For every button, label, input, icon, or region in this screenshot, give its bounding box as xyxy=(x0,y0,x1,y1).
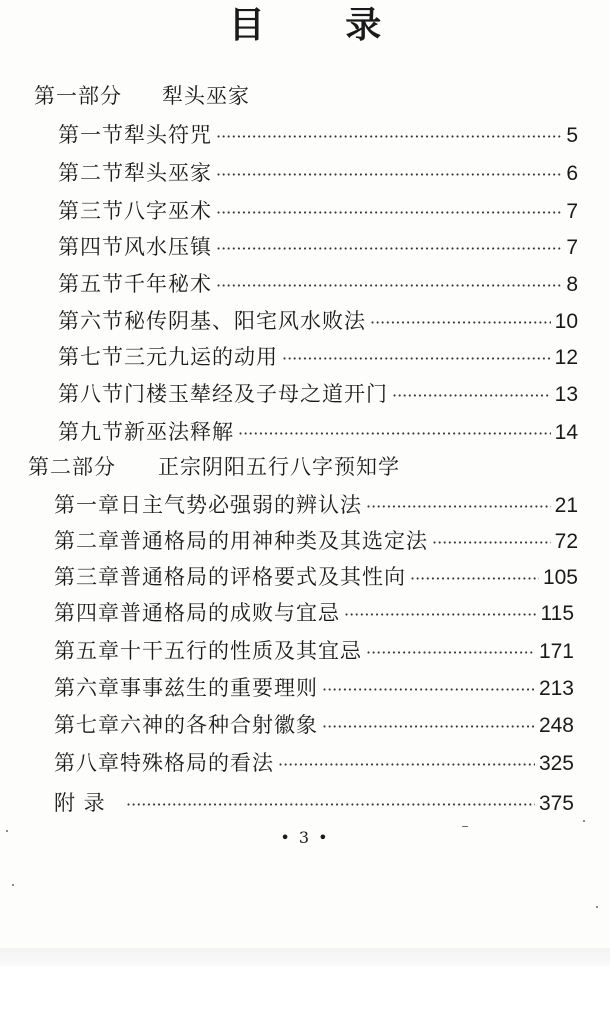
page-number: • 3 • xyxy=(280,828,330,847)
toc-entry xyxy=(58,157,578,189)
toc-entry-title: 普通格局的评格要式及其性向 xyxy=(120,565,406,589)
toc-page-number: 7 xyxy=(566,200,578,223)
toc-page-number: 21 xyxy=(554,494,578,517)
toc-entry xyxy=(58,305,578,337)
toc-leader-dots xyxy=(282,343,551,375)
toc-entry-title: 十干五行的性质及其宜忌 xyxy=(120,639,362,663)
toc-entry xyxy=(54,597,574,629)
toc-entry-label: 第七章 xyxy=(54,713,120,737)
toc-entry-label: 第六节 xyxy=(58,309,124,333)
toc-entry-title: 普通格局的成败与宜忌 xyxy=(120,601,340,625)
scan-speck xyxy=(462,826,468,827)
toc-leader-dots xyxy=(216,270,562,302)
toc-entry xyxy=(58,341,578,373)
toc-leader-dots xyxy=(278,749,535,781)
toc-leader-dots xyxy=(322,674,535,706)
toc-leader-dots xyxy=(344,599,537,631)
toc-page-number: 10 xyxy=(554,310,578,333)
scan-edge-band xyxy=(0,948,610,966)
toc-entry xyxy=(34,80,470,112)
toc-entry-title: 犁头符咒 xyxy=(124,123,212,147)
toc-entry-title: 八字巫术 xyxy=(124,199,212,223)
toc-entry xyxy=(54,787,574,819)
scan-speck xyxy=(596,906,598,908)
toc-leader-dots xyxy=(410,563,539,595)
toc-entry xyxy=(58,119,578,151)
toc-entry-label: 第八节 xyxy=(58,382,124,406)
toc-leader-dots xyxy=(216,233,562,265)
toc-entry xyxy=(54,525,578,557)
toc-page-number: 5 xyxy=(566,124,578,147)
toc-entry-label: 附 录 xyxy=(54,791,106,815)
toc-entry-label: 第一节 xyxy=(58,123,124,147)
toc-entry-label: 第二部分 xyxy=(28,455,116,479)
toc-entry xyxy=(58,195,578,227)
toc-page-number: 13 xyxy=(554,383,578,406)
toc-leader-dots xyxy=(216,197,562,229)
toc-entry xyxy=(54,709,574,741)
toc-entry xyxy=(58,231,578,263)
toc-entry-label: 第二节 xyxy=(58,161,124,185)
toc-page-number: 105 xyxy=(542,566,578,589)
toc-entry xyxy=(54,672,574,704)
toc-entry-label: 第五节 xyxy=(58,272,124,296)
toc-entry xyxy=(58,416,578,448)
toc-entry-title: 秘传阴基、阳宅风水败法 xyxy=(124,309,366,333)
toc-leader-dots xyxy=(392,380,551,412)
toc-entry xyxy=(54,747,574,779)
toc-page-number: 6 xyxy=(566,162,578,185)
toc-entry-title: 事事兹生的重要理则 xyxy=(120,676,318,700)
toc-leader-dots xyxy=(216,159,562,191)
toc-entry xyxy=(54,635,574,667)
toc-entry-title: 新巫法释解 xyxy=(124,420,234,444)
toc-leader-dots xyxy=(322,711,535,743)
toc-page-number: 325 xyxy=(538,752,574,775)
scan-speck xyxy=(583,820,585,822)
toc-entry xyxy=(58,378,578,410)
toc-entry-title: 六神的各种合射徽象 xyxy=(120,713,318,737)
toc-entry-title: 普通格局的用神种类及其选定法 xyxy=(120,529,428,553)
toc-page-number: 171 xyxy=(538,640,574,663)
toc-entry-label: 第六章 xyxy=(54,676,120,700)
toc-entry-label: 第三章 xyxy=(54,565,120,589)
toc-entry xyxy=(58,268,578,300)
toc-entry-label: 第一部分 xyxy=(34,84,122,108)
toc-leader-dots xyxy=(216,121,562,153)
toc-page-number: 248 xyxy=(538,714,574,737)
toc-page-number: 8 xyxy=(566,273,578,296)
toc-page-number: 14 xyxy=(554,421,578,444)
toc-entry-label: 第九节 xyxy=(58,420,124,444)
toc-entry xyxy=(54,561,578,593)
toc-page-number: 375 xyxy=(538,792,574,815)
toc-entry-title: 犁头巫家 xyxy=(162,84,250,108)
toc-leader-dots xyxy=(126,789,535,821)
scan-speck xyxy=(6,830,8,832)
toc-entry xyxy=(54,489,578,521)
toc-entry-title: 犁头巫家 xyxy=(124,161,212,185)
toc-leader-dots xyxy=(366,491,551,523)
toc-page-number: 12 xyxy=(554,346,578,369)
toc-entry-title: 三元九运的动用 xyxy=(124,345,278,369)
toc-page-number: 72 xyxy=(554,530,578,553)
toc-entry-label: 第三节 xyxy=(58,199,124,223)
page-title: 目 录 xyxy=(228,4,416,46)
toc-entry-label: 第四节 xyxy=(58,235,124,259)
toc-entry-label: 第七节 xyxy=(58,345,124,369)
toc-page-number: 213 xyxy=(538,677,574,700)
toc-page-number: 7 xyxy=(566,236,578,259)
toc-entry-label: 第八章 xyxy=(54,751,120,775)
toc-entry-title: 风水压镇 xyxy=(124,235,212,259)
toc-entry-label: 第五章 xyxy=(54,639,120,663)
toc-entry-label: 第四章 xyxy=(54,601,120,625)
toc-entry-title: 正宗阴阳五行八字预知学 xyxy=(158,455,400,479)
scan-speck xyxy=(12,884,14,886)
toc-entry-label: 第一章 xyxy=(54,493,120,517)
toc-entry-title: 日主气势必强弱的辨认法 xyxy=(120,493,362,517)
toc-entry xyxy=(28,451,490,483)
toc-leader-dots xyxy=(370,307,551,339)
toc-entry-label: 第二章 xyxy=(54,529,120,553)
toc-leader-dots xyxy=(432,527,551,559)
toc-entry-title: 千年秘术 xyxy=(124,272,212,296)
toc-page-number: 115 xyxy=(540,602,574,625)
toc-entry-title: 门楼玉辇经及子母之道开门 xyxy=(124,382,388,406)
toc-leader-dots xyxy=(238,418,551,450)
toc-entry-title: 特殊格局的看法 xyxy=(120,751,274,775)
toc-leader-dots xyxy=(366,637,535,669)
